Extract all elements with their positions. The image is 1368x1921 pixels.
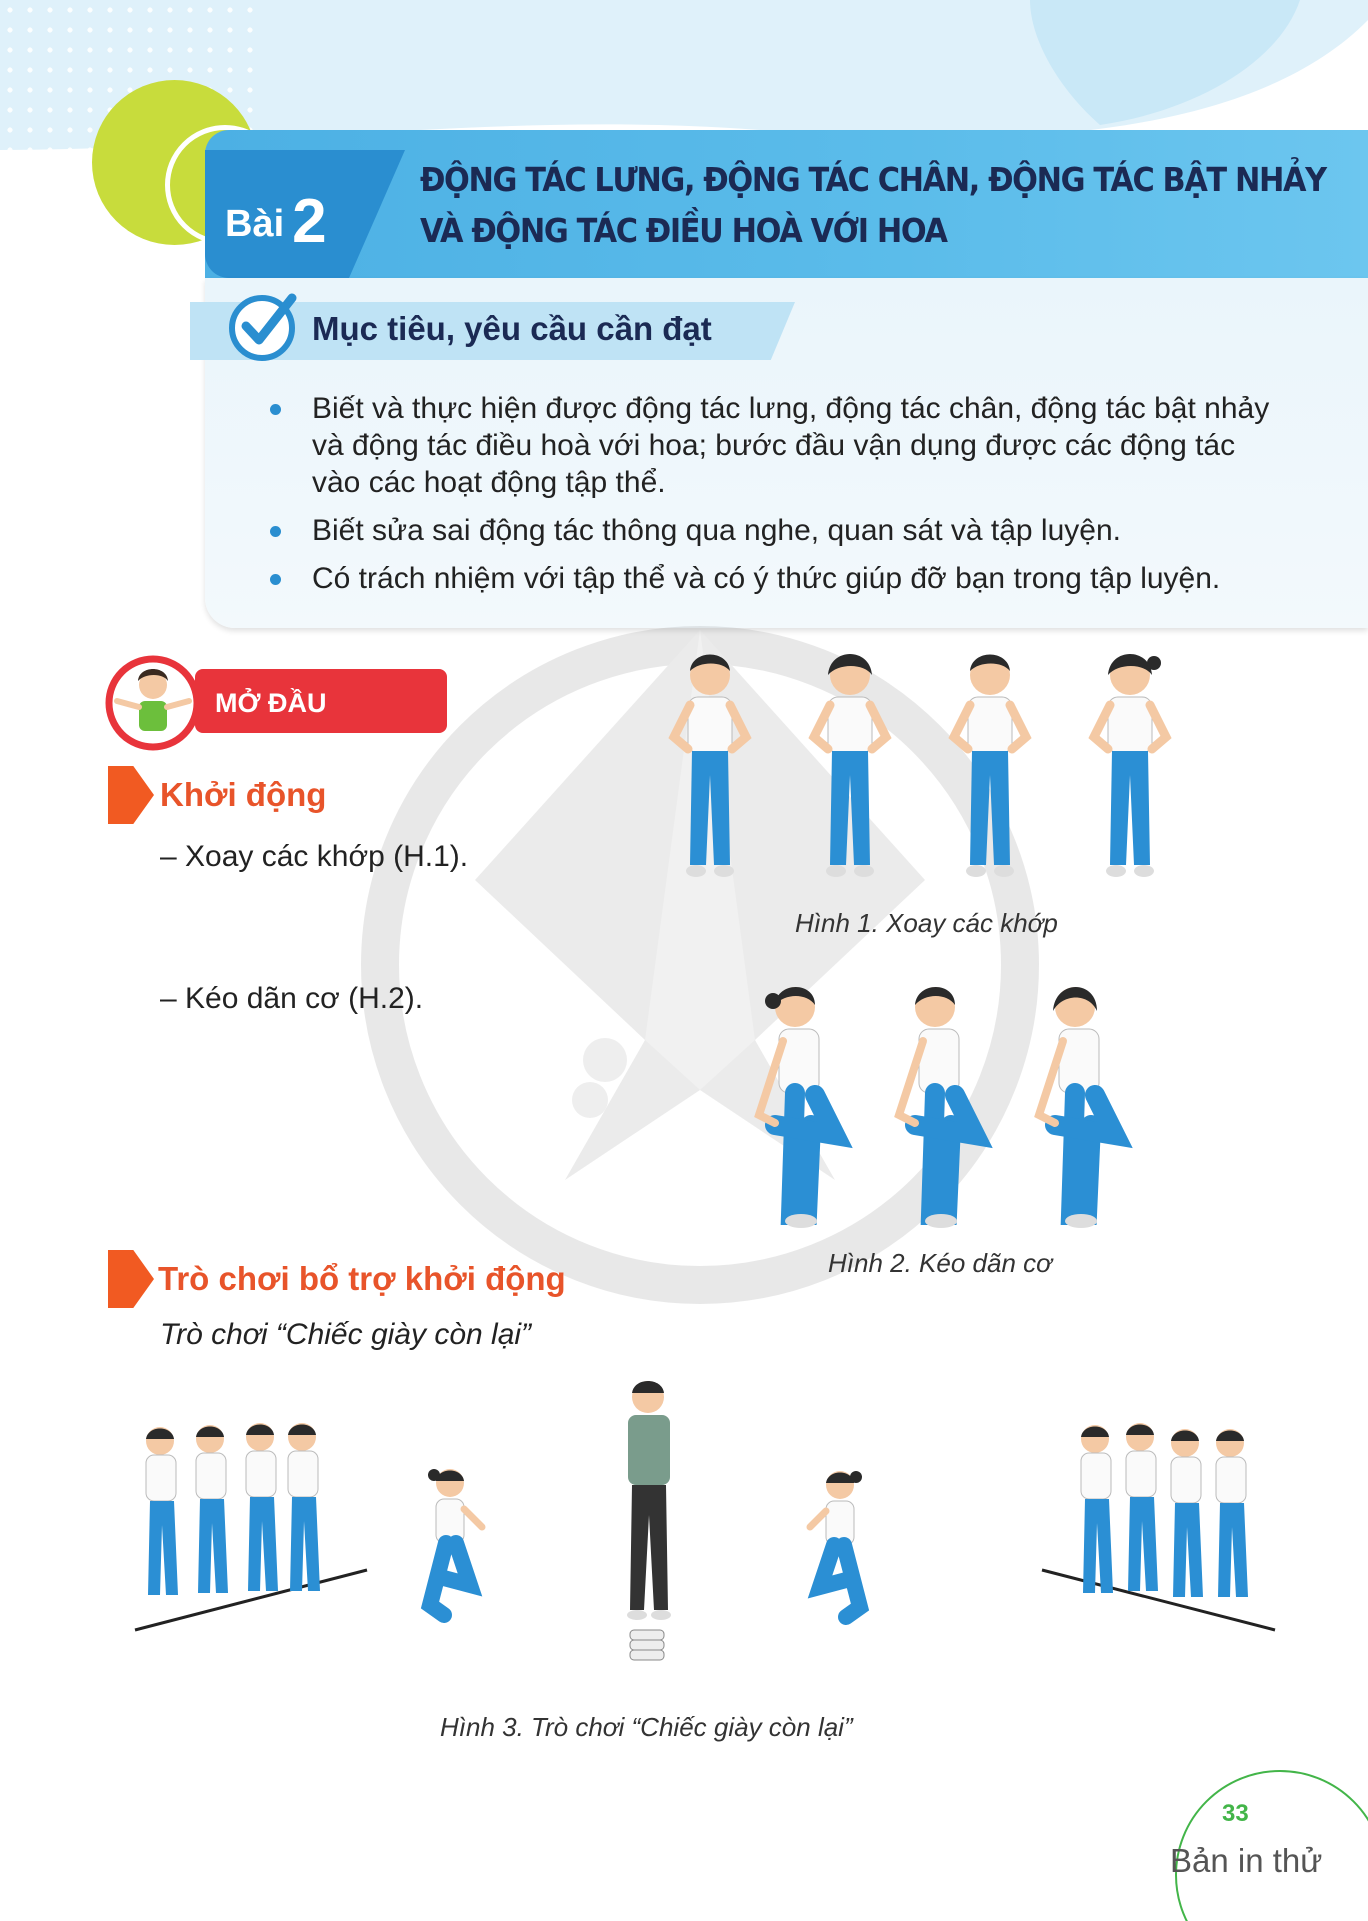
game-heading: Trò chơi bổ trợ khởi động bbox=[158, 1260, 566, 1297]
warmup-section-marker bbox=[108, 766, 154, 824]
figure-3-caption: Hình 3. Trò chơi “Chiếc giày còn lại” bbox=[440, 1712, 853, 1742]
student-figure bbox=[814, 654, 886, 877]
objectives-heading: Mục tiêu, yêu cầu cần đạt bbox=[312, 310, 712, 347]
figure-3-game-scene bbox=[130, 1375, 1280, 1675]
student-figure bbox=[899, 987, 975, 1228]
student-figure bbox=[674, 655, 746, 878]
running-girl-left bbox=[428, 1469, 482, 1615]
student-figure bbox=[954, 655, 1026, 878]
student-group-left bbox=[146, 1423, 320, 1595]
warmup-item-stretch: – Kéo dãn cơ (H.2). bbox=[160, 982, 424, 1015]
running-girl-right bbox=[810, 1471, 862, 1617]
checkmark-icon bbox=[228, 290, 300, 362]
student-figure bbox=[1094, 654, 1166, 877]
intro-badge-label: MỞ ĐẦU bbox=[215, 688, 327, 718]
objective-text: Biết và thực hiện được động tác lưng, động tác chân, động tác bật nhảy và động tác điều hoà với hoa; bước đầu vận dụng được các động tác vào các hoạt động tập thể. bbox=[312, 392, 1270, 499]
lesson-title-line-1: ĐỘNG TÁC LƯNG, ĐỘNG TÁC CHÂN, ĐỘNG TÁC BẬT NHẢY bbox=[420, 160, 1326, 199]
objective-text: Có trách nhiệm với tập thể và có ý thức giúp đỡ bạn trong tập luyện. bbox=[312, 562, 1221, 595]
figure-1-caption: Hình 1. Xoay các khớp bbox=[795, 908, 1058, 938]
bullet-icon bbox=[270, 526, 281, 537]
figure-2-muscle-stretch bbox=[745, 975, 1135, 1235]
objective-text: Biết sửa sai động tác thông qua nghe, quan sát và tập luyện. bbox=[312, 514, 1121, 547]
bullet-icon bbox=[270, 404, 281, 415]
figure-2-caption: Hình 2. Kéo dãn cơ bbox=[828, 1248, 1052, 1278]
page-number: 33 bbox=[1222, 1800, 1249, 1827]
objectives-list bbox=[270, 390, 1270, 608]
game-name: Trò chơi “Chiếc giày còn lại” bbox=[160, 1318, 532, 1351]
student-figure bbox=[759, 987, 835, 1228]
bullet-icon bbox=[270, 574, 281, 585]
objective-item bbox=[270, 512, 1270, 549]
lesson-label-text: Bài bbox=[225, 203, 285, 245]
shoe-stack-icon bbox=[630, 1630, 664, 1660]
student-group-right bbox=[1081, 1423, 1248, 1597]
objective-item bbox=[270, 390, 1270, 501]
lesson-title-line-2: VÀ ĐỘNG TÁC ĐIỀU HOÀ VỚI HOA bbox=[420, 211, 947, 250]
warmup-heading: Khởi động bbox=[160, 776, 327, 813]
girl-mascot-icon bbox=[105, 655, 201, 751]
warmup-item-joint-rotation: – Xoay các khớp (H.1). bbox=[160, 840, 469, 873]
lesson-label bbox=[225, 180, 327, 256]
student-figure bbox=[1039, 987, 1115, 1228]
teacher-figure bbox=[627, 1381, 671, 1620]
lesson-number: 2 bbox=[292, 187, 327, 256]
draft-print-label: Bản in thử bbox=[1170, 1842, 1323, 1879]
objective-item bbox=[270, 560, 1270, 597]
figure-1-joint-rotation bbox=[660, 645, 1220, 885]
game-section-marker bbox=[108, 1250, 154, 1308]
